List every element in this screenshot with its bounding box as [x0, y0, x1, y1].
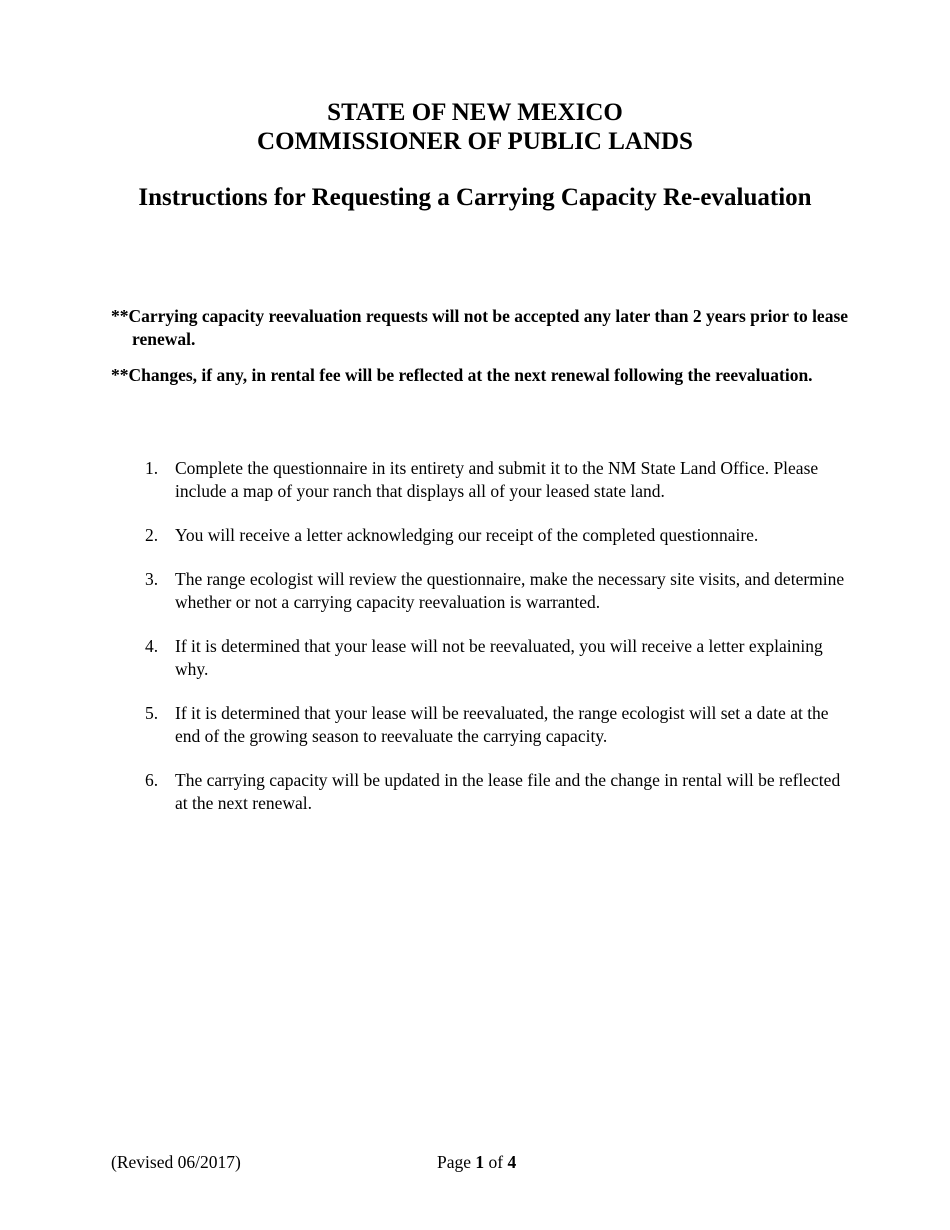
instruction-steps [145, 457, 845, 836]
step-item [145, 457, 845, 503]
notes-section [111, 305, 851, 400]
header-state: STATE OF NEW MEXICO [327, 99, 623, 126]
page-number [437, 1151, 516, 1174]
step-number: 6. [145, 770, 159, 790]
page-total: 4 [507, 1152, 517, 1172]
document-title: Instructions for Requesting a Carrying Capacity Re-evaluation [138, 184, 812, 211]
step-item [145, 769, 845, 815]
header-commissioner: COMMISSIONER OF PUBLIC LANDS [257, 128, 693, 155]
step-text: If it is determined that your lease will not be reevaluated, you will receive a letter explaining why. [175, 636, 823, 679]
step-number: 5. [145, 703, 159, 723]
step-item [145, 568, 845, 614]
step-text: Complete the questionnaire in its entirety and submit it to the NM State Land Office. Please include a map of your ranch that displays all of your leased state land. [175, 458, 819, 501]
step-text: You will receive a letter acknowledging our receipt of the completed questionnaire. [175, 525, 759, 545]
step-number: 1. [145, 458, 159, 478]
page-current: 1 [475, 1152, 485, 1172]
document-header [0, 98, 950, 156]
step-item [145, 524, 845, 547]
step-text: The carrying capacity will be updated in the lease file and the change in rental will be reflected at the next renewal. [175, 770, 841, 813]
note-item: **Carrying capacity reevaluation requests will not be accepted any later than 2 years prior to lease renewal. [111, 306, 849, 349]
step-number: 2. [145, 525, 159, 545]
step-item [145, 635, 845, 681]
step-text: The range ecologist will review the questionnaire, make the necessary site visits, and determine whether or not a carrying capacity reevaluation is warranted. [175, 569, 845, 612]
step-number: 3. [145, 569, 159, 589]
page-of: of [484, 1152, 508, 1172]
step-item [145, 702, 845, 748]
step-text: If it is determined that your lease will be reevaluated, the range ecologist will set a date at the end of the growing season to reevaluate the carrying capacity. [175, 703, 829, 746]
page-prefix: Page [437, 1152, 476, 1172]
revision-date: (Revised 06/2017) [111, 1152, 241, 1172]
step-number: 4. [145, 636, 159, 656]
note-item: **Changes, if any, in rental fee will be reflected at the next renewal following the reevaluation. [111, 365, 813, 385]
